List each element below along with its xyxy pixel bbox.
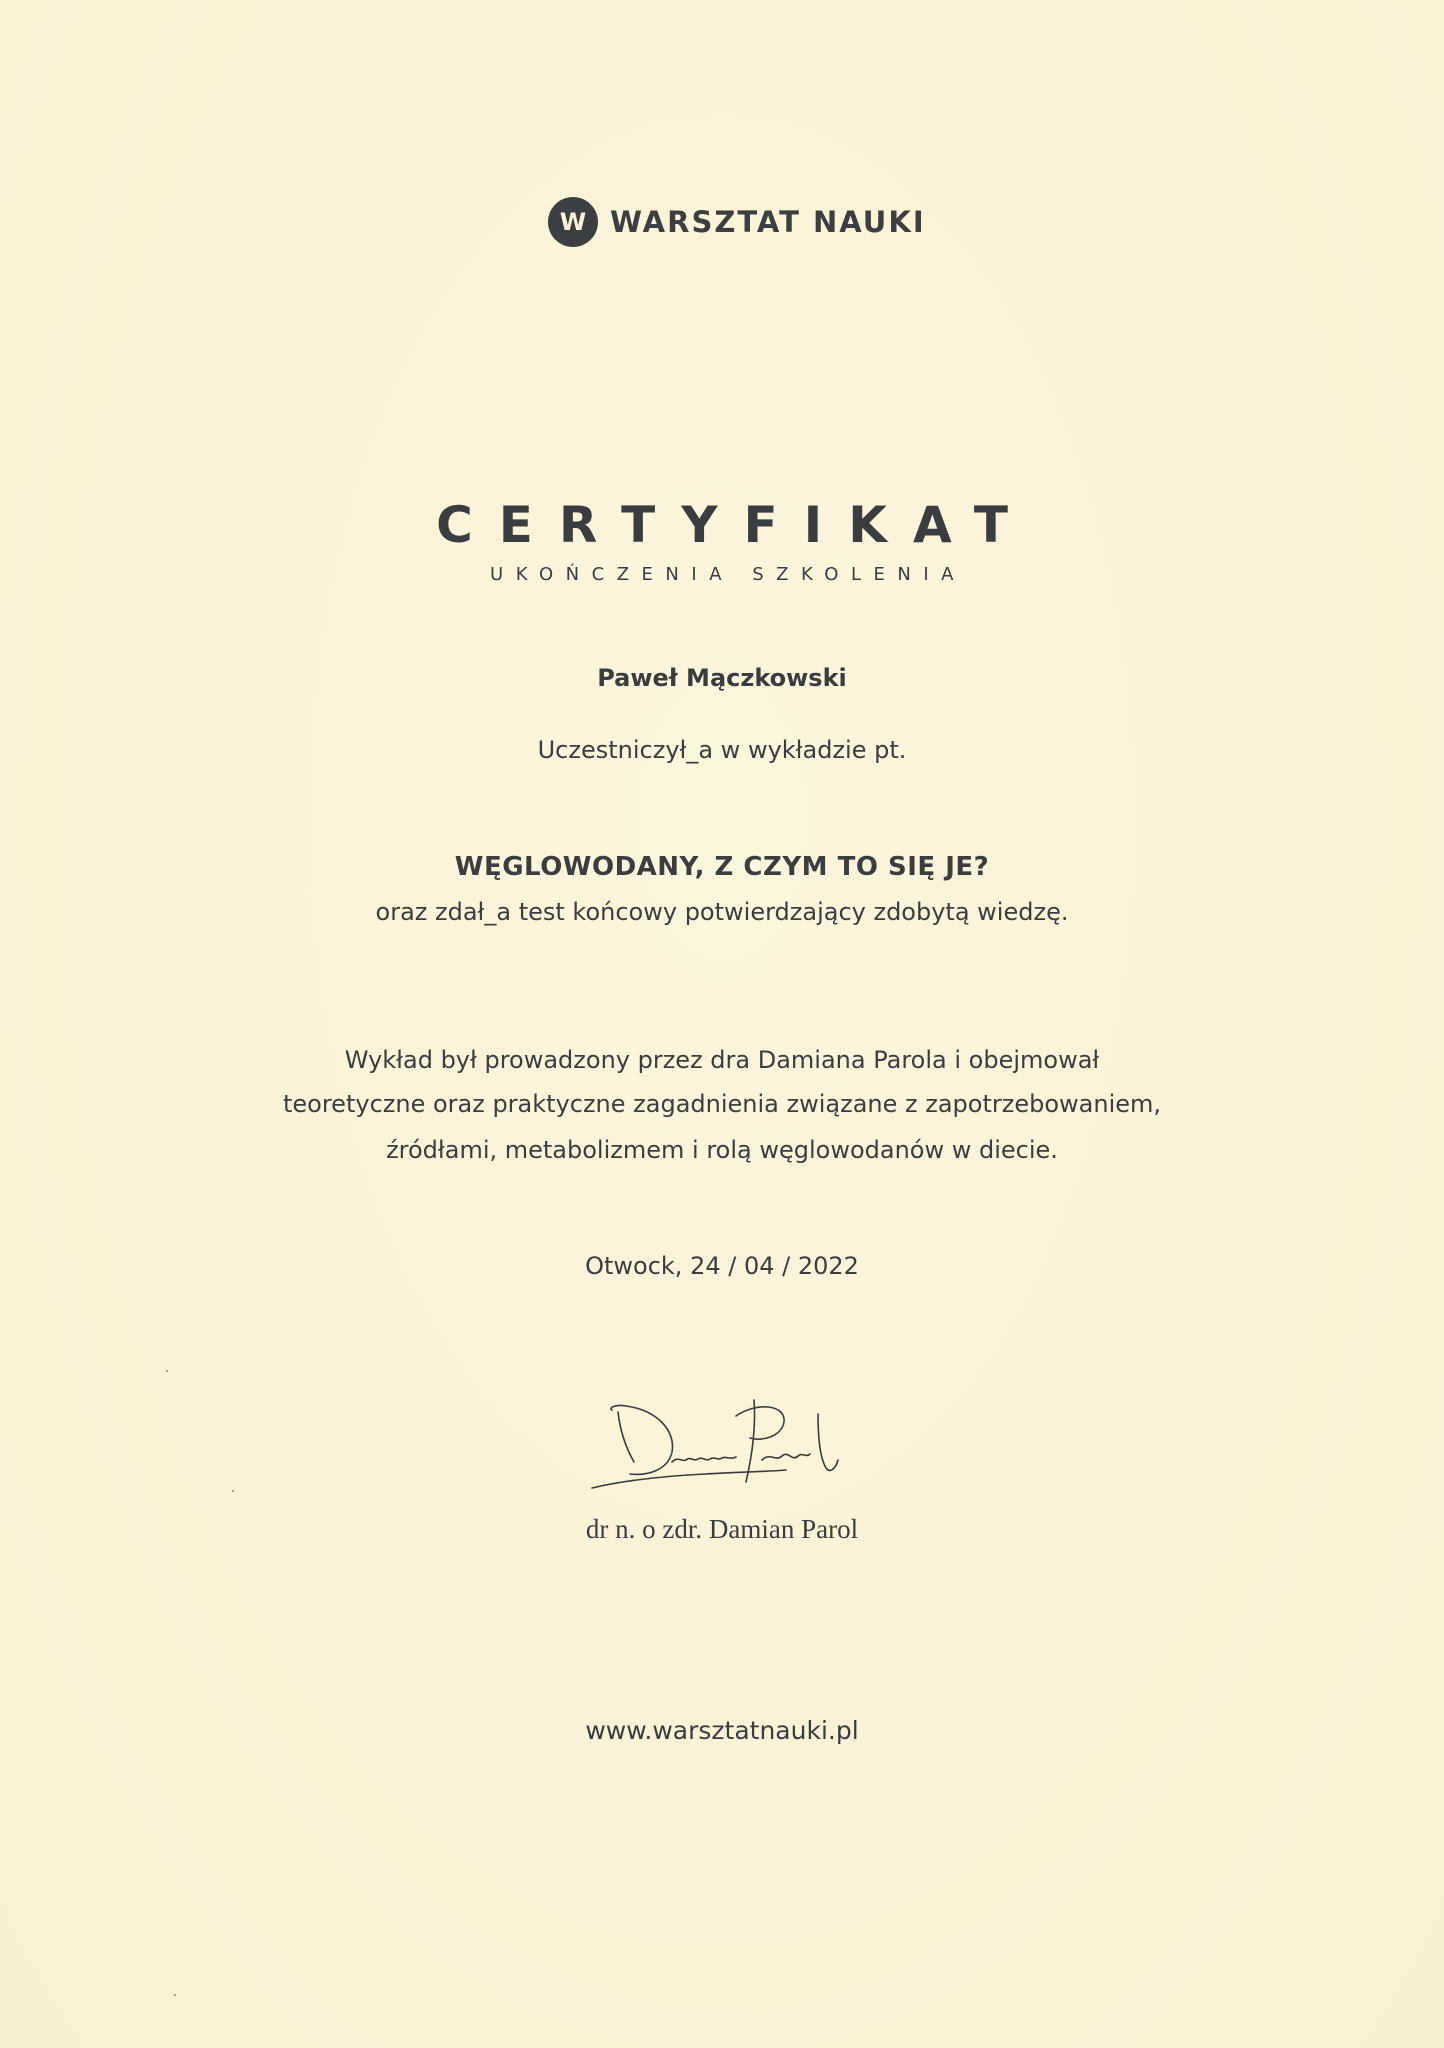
logo	[548, 196, 926, 248]
place-date: Otwock, 24 / 04 / 2022	[585, 1252, 859, 1280]
scan-speck	[174, 1994, 176, 1996]
signature-icon	[586, 1396, 866, 1500]
description-line-1: Wykład był prowadzony przez dra Damiana Parola i obejmował	[344, 1046, 1100, 1074]
logo-mark-icon: W	[548, 197, 598, 247]
scan-speck	[166, 1370, 168, 1372]
description-line-2: teoretyczne oraz praktyczne zagadnienia związane z zapotrzebowaniem,	[282, 1090, 1162, 1118]
signatory-name: dr n. o zdr. Damian Parol	[585, 1514, 859, 1544]
website-link[interactable]: www.warsztatnauki.pl	[585, 1716, 859, 1745]
certificate-title: CERTYFIKAT	[436, 496, 1034, 554]
logo-name: WARSZTAT NAUKI	[610, 205, 926, 239]
certificate-subtitle: UKOŃCZENIA SZKOLENIA	[490, 564, 966, 585]
recipient-name: Paweł Mączkowski	[597, 664, 847, 692]
participation-text: Uczestniczył_a w wykładzie pt.	[537, 736, 907, 764]
lecture-title: WĘGLOWODANY, Z CZYM TO SIĘ JE?	[454, 852, 990, 882]
description-line-3: źródłami, metabolizmem i rolą węglowodanów w diecie.	[386, 1136, 1058, 1164]
test-statement: oraz zdał_a test końcowy potwierdzający zdobytą wiedzę.	[375, 898, 1069, 926]
scan-speck	[232, 1490, 234, 1492]
